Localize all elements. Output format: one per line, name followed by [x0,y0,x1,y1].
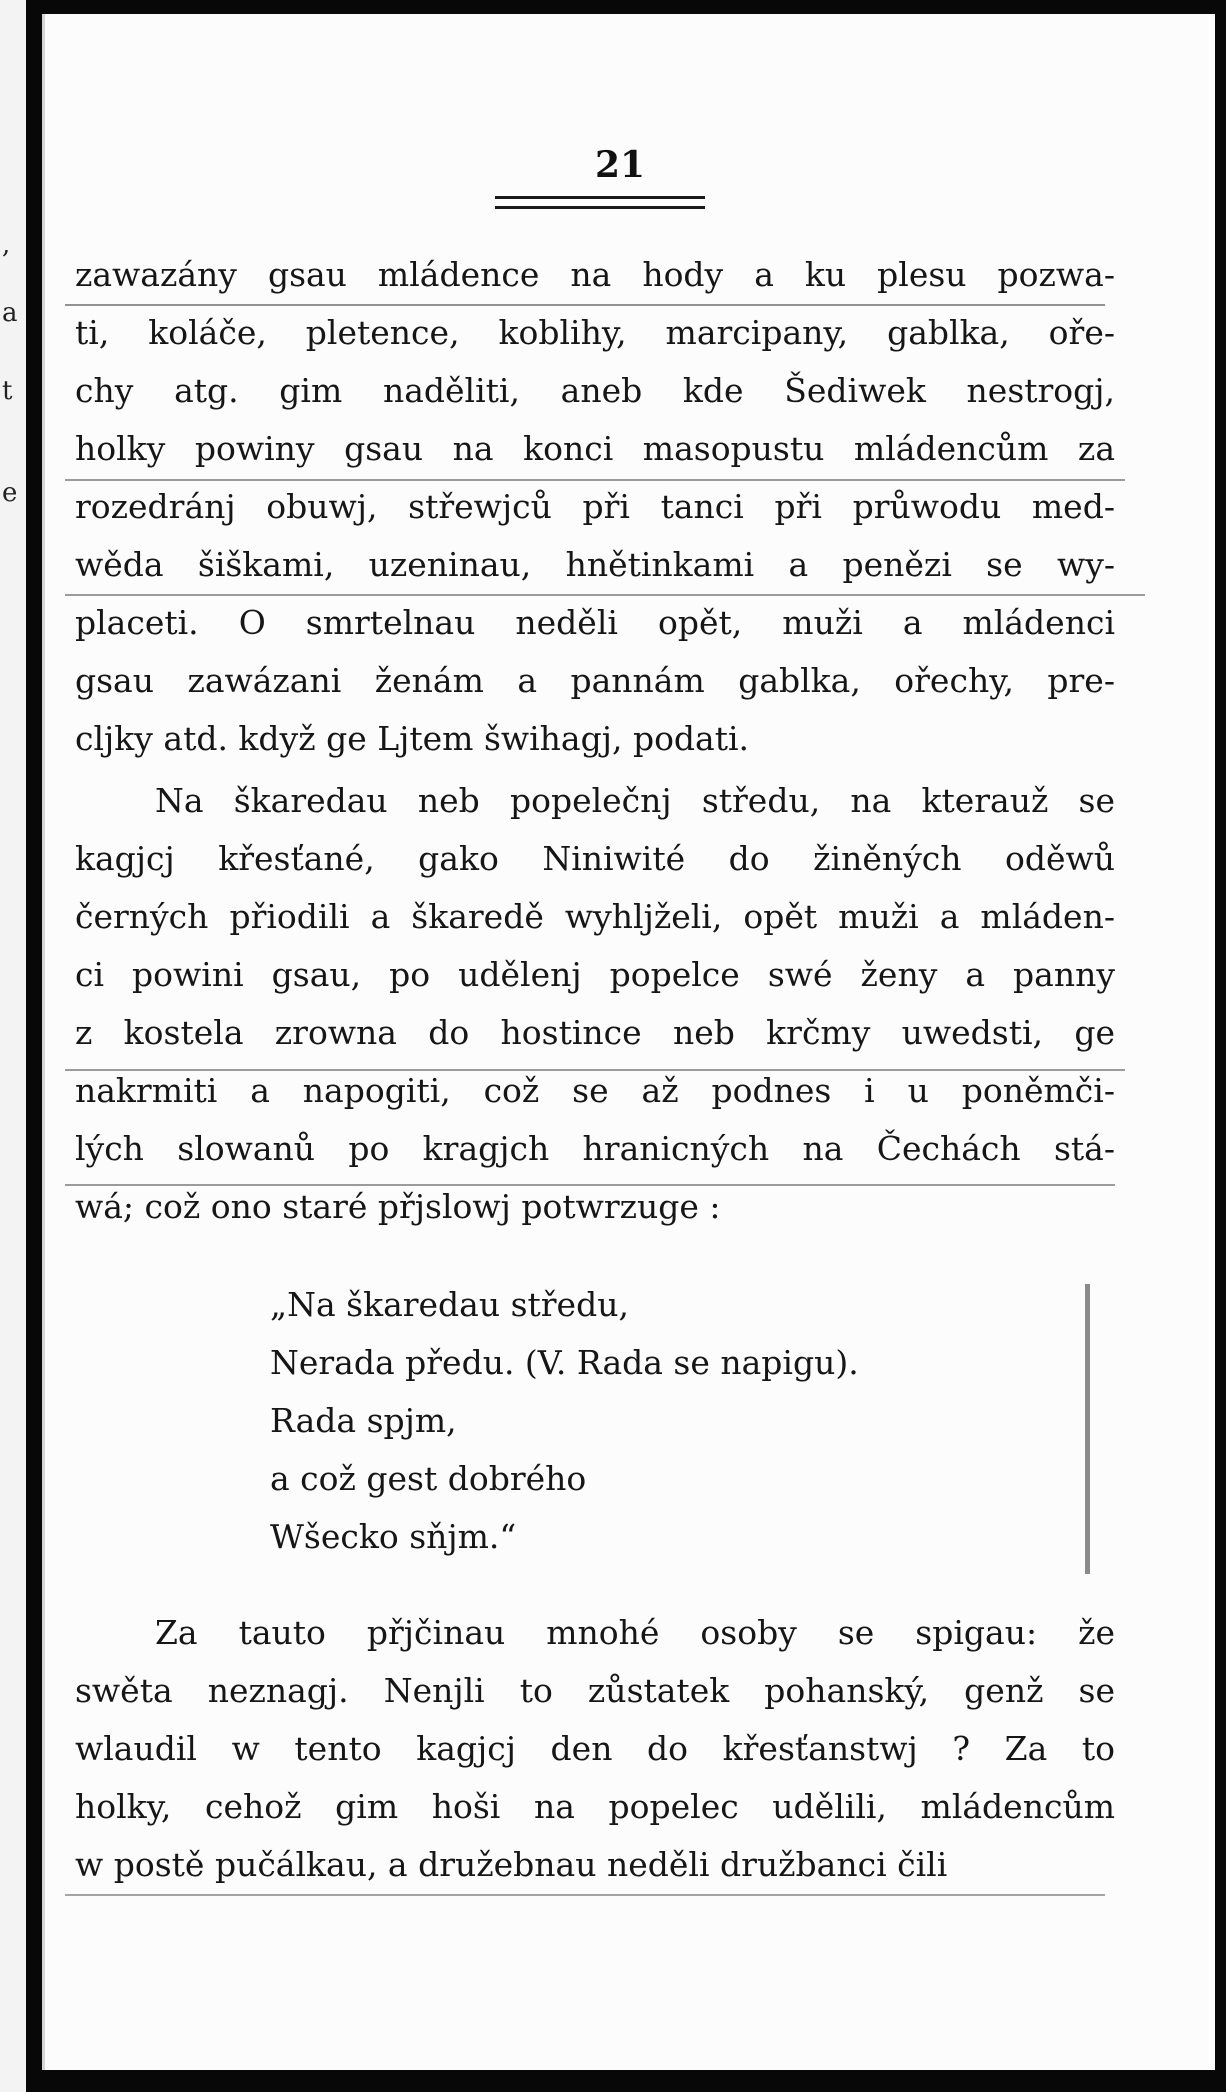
text-line: Na škaredau neb popelečnj středu, na kterauž se [155,781,1115,820]
underline-mark [65,594,1145,596]
verse-line: a což gest dobrého [270,1459,587,1498]
text-line: z kostela zrowna do hostince neb krčmy uwedsti, ge [75,1013,1115,1052]
text-line: nakrmiti a napogiti, což se až podnes i u poněmči- [75,1071,1115,1110]
underline-mark [65,1069,1125,1071]
text-line: swěta neznagj. Nenjli to zůstatek pohanský, genž se [75,1671,1115,1710]
text-line: černých přiodili a škaredě wyhljželi, opět muži a mláden- [75,897,1115,936]
verse-line: „Na škaredau středu, [270,1285,629,1324]
text-line: wěda šiškami, uzeninau, hnětinkami a penězi se wy- [75,545,1115,584]
facing-page-fragment: a [2,298,18,328]
facing-page-fragment: , [2,230,11,260]
book-page [42,14,1215,2070]
underline-mark [65,304,1105,306]
facing-page-fragment: t [2,376,13,406]
underline-mark [65,479,1125,481]
underline-mark [65,1184,1115,1186]
paragraph-2 [75,772,1115,1236]
text-line: holky, cehož gim hoši na popelec udělili, mládencům [75,1787,1115,1826]
facing-page-edge [0,0,26,2092]
text-line: wá; což ono staré přjslowj potwrzuge : [75,1187,721,1226]
text-line: placeti. O smrtelnau neděli opět, muži a mládenci [75,603,1115,642]
paragraph-1 [75,246,1115,768]
page-number: 21 [594,144,646,186]
paragraph-3 [75,1604,1115,1894]
header-rule [495,206,705,209]
text-line: Za tauto přjčinau mnohé osoby se spigau: že [155,1613,1115,1652]
verse-quotation [270,1276,859,1566]
text-line: lých slowanů po kragjch hranicných na Čechách stá- [75,1129,1115,1168]
margin-mark [1085,1284,1090,1574]
text-line: gsau zawázani ženám a pannám gablka, ořechy, pre- [75,661,1115,700]
text-line: rozedránj obuwj, střewjců při tanci při průwodu med- [75,487,1115,526]
text-line: cljky atd. když ge Ljtem šwihagj, podati. [75,719,750,758]
text-line: ti, koláče, pletence, koblihy, marcipany, gablka, oře- [75,313,1115,352]
text-line: holky powiny gsau na konci masopustu mládencům za [75,429,1115,468]
underline-mark [65,1894,1105,1896]
verse-line: Nerada předu. (V. Rada se napigu). [270,1343,859,1382]
text-line: w postě pučálkau, a družebnau neděli družbanci čili [75,1845,948,1884]
text-line: wlaudil w tento kagjcj den do křesťanstwj ? Za to [75,1729,1115,1768]
text-line: kagjcj křesťané, gako Niniwité do žiněných oděwů [75,839,1115,878]
verse-line: Wšecko sňjm.“ [270,1517,517,1556]
header-rule [495,196,705,199]
text-line: zawazány gsau mládence na hody a ku plesu pozwa- [75,255,1115,294]
verse-line: Rada spjm, [270,1401,457,1440]
facing-page-fragment: e [2,478,18,508]
text-line: chy atg. gim naděliti, aneb kde Šediwek nestrogj, [75,371,1115,410]
text-line: ci powini gsau, po udělenj popelce swé ženy a panny [75,955,1115,994]
